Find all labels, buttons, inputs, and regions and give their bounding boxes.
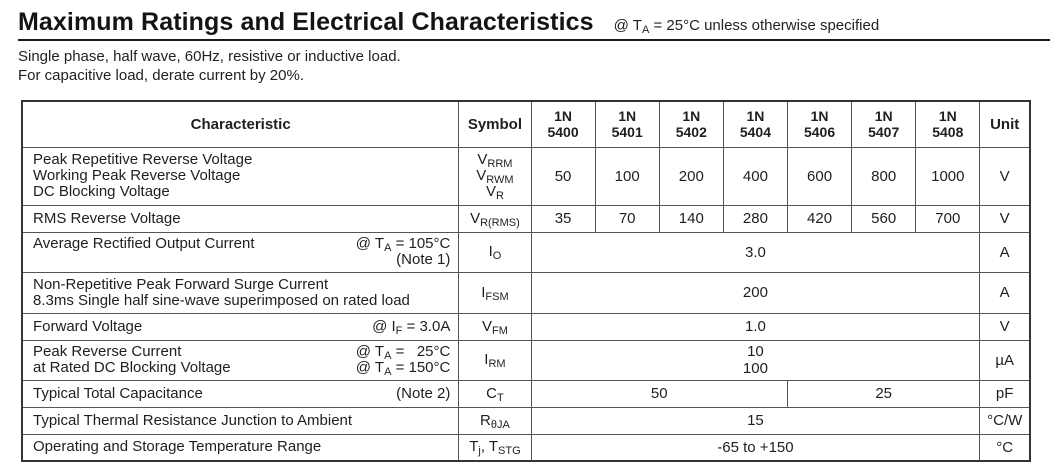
row-unit: V [980, 313, 1030, 340]
row-symbol: $I_O$ [459, 232, 531, 272]
title-condition: @ $T_A = 25^\circ C$ unless otherwise specified [613, 17, 880, 36]
row-symbol: $I_{RM}$ [459, 340, 531, 380]
row-symbol: $V_{RRM}$ $V_{RWM}$ $V_R$ [459, 147, 531, 205]
value-cell: 800 [852, 147, 916, 205]
table-row [22, 272, 1030, 313]
header-characteristic: Characteristic [22, 101, 459, 147]
page-title: Maximum Ratings and Electrical Characteristics [18, 8, 594, 36]
value-cell: 100 [595, 147, 659, 205]
row-symbol: $C_T$ [459, 380, 531, 407]
row-unit: pF [980, 380, 1030, 407]
header-symbol: Symbol [459, 101, 531, 147]
value-cell: 200 [531, 272, 980, 313]
value-cell: 280 [723, 205, 787, 232]
table-row [22, 380, 1030, 407]
row-characteristic: Non-Repetitive Peak Forward Surge Current 8.3ms Single half sine-wave superimposed on rated load [22, 272, 459, 313]
value-cell: 15 [531, 407, 980, 434]
row-condition: (Note 2) [396, 384, 451, 402]
header-part: 1N 5400 [531, 101, 595, 147]
value-cell: 600 [788, 147, 852, 205]
title-row [18, 8, 879, 37]
table-row [22, 407, 1030, 434]
value-cell: 400 [723, 147, 787, 205]
value-cell: 50 [531, 147, 595, 205]
header-part: 1N 5404 [723, 101, 787, 147]
value-cell: 1.0 [531, 313, 980, 340]
table-row [22, 205, 1030, 232]
header-part: 1N 5408 [916, 101, 980, 147]
note-load-type: Single phase, half wave, 60Hz, resistive or inductive load. [18, 48, 401, 65]
value-cell: 1000 [916, 147, 980, 205]
row-unit: µA [980, 340, 1030, 380]
header-part: 1N 5402 [659, 101, 723, 147]
value-cell: 420 [788, 205, 852, 232]
note-derating: For capacitive load, derate current by 20%. [18, 67, 304, 84]
value-cell: 50 [531, 380, 788, 407]
row-characteristic: Typical Thermal Resistance Junction to Ambient [22, 407, 459, 434]
header-part: 1N 5406 [788, 101, 852, 147]
header-part: 1N 5407 [852, 101, 916, 147]
value-cell: 200 [659, 147, 723, 205]
value-cell: 3.0 [531, 232, 980, 272]
table-row [22, 147, 1030, 205]
row-condition: @ $T_A = 150^\circ C$ [355, 359, 451, 378]
value-cell: 35 [531, 205, 595, 232]
table-row [22, 340, 1030, 380]
value-cell: 10 100 [531, 340, 980, 380]
value-cell: 70 [595, 205, 659, 232]
row-unit: V [980, 147, 1030, 205]
row-symbol: $V_{FM}$ [459, 313, 531, 340]
row-characteristic: Forward Voltage @ $I_F = 3.0A$ [22, 313, 459, 340]
row-symbol: $V_{R(RMS)}$ [459, 205, 531, 232]
row-unit: A [980, 232, 1030, 272]
value-cell: 560 [852, 205, 916, 232]
value-cell: -65 to +150 [531, 434, 980, 461]
row-characteristic: Average Rectified Output Current @ $T_A = 105^\circ C$ (Note 1) [22, 232, 459, 272]
row-symbol: $R_{\theta JA}$ [459, 407, 531, 434]
row-unit: °C [980, 434, 1030, 461]
value-cell: 140 [659, 205, 723, 232]
row-unit: V [980, 205, 1030, 232]
table-row [22, 313, 1030, 340]
row-symbol: $I_{FSM}$ [459, 272, 531, 313]
title-rule [18, 39, 1050, 41]
row-symbol: $T_j$, $T_{STG}$ [459, 434, 531, 461]
row-characteristic: Peak Repetitive Reverse Voltage Working Peak Reverse Voltage DC Blocking Voltage [22, 147, 459, 205]
row-unit: A [980, 272, 1030, 313]
row-characteristic: Operating and Storage Temperature Range [22, 434, 459, 461]
table-row [22, 232, 1030, 272]
ratings-table [21, 100, 1031, 462]
row-condition: @ $I_F = 3.0A$ [372, 317, 451, 337]
value-cell: 700 [916, 205, 980, 232]
header-part: 1N 5401 [595, 101, 659, 147]
row-characteristic: Typical Total Capacitance (Note 2) [22, 380, 459, 407]
row-unit: °C/W [980, 407, 1030, 434]
row-condition: @ $T_A = 105^\circ C$ (Note 1) [355, 235, 451, 268]
value-cell: 25 [788, 380, 980, 407]
row-characteristic: Peak Reverse Current @ $T_A = 25^\circ C$ at Rated DC Blocking Voltage @ $T_A = 150^\circ C$ [22, 340, 459, 380]
header-unit: Unit [980, 101, 1030, 147]
row-condition: @ $T_A = 25^\circ C$ [355, 343, 451, 362]
table-header-row [22, 101, 1030, 147]
row-characteristic: RMS Reverse Voltage [22, 205, 459, 232]
table-row [22, 434, 1030, 461]
